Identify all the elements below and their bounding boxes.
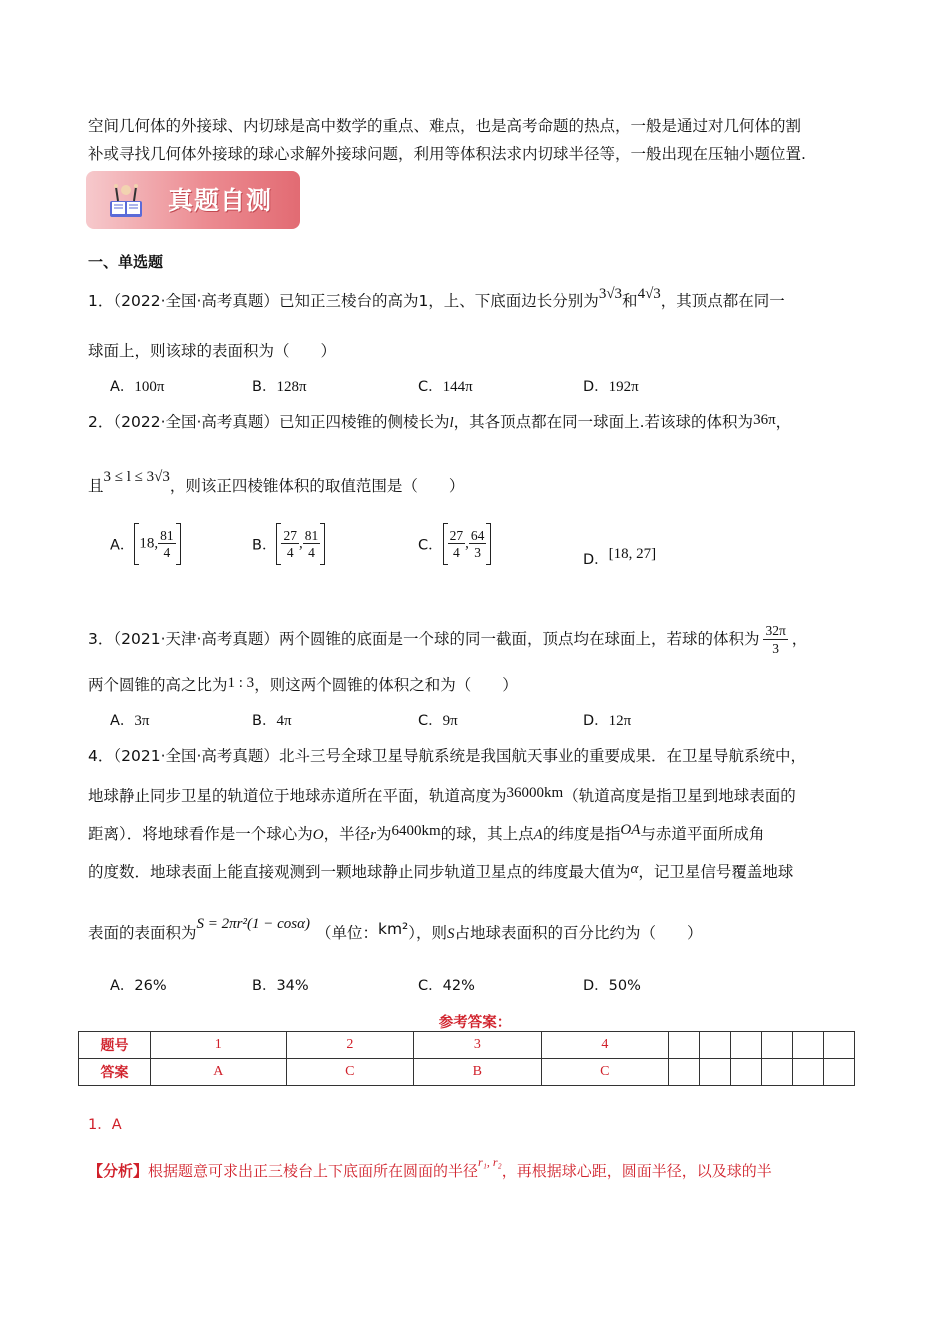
question-text: 两个圆锥的高之比为 [88,676,228,694]
answer-key-title: 参考答案： [438,1015,512,1031]
analysis-tag: 【分析】 [88,1162,149,1180]
question-text: 表面的表面积为 [88,924,197,942]
bracket-right [176,523,181,565]
option-c[interactable] [418,709,458,730]
interval-high: $\frac{64}{3}$ [470,527,485,560]
table-cell: 2 [286,1032,414,1059]
question-1-line-1 [88,286,785,313]
interval-low: $\frac{27}{4}$ [283,527,297,560]
question-text: ，则这两个圆锥的体积之和为（ ） [254,676,518,694]
question-text: ， [775,413,792,431]
question-text: 已知正四棱锥的侧棱长为 [278,413,450,431]
question-text: 地球静止同步卫星的轨道位于地球赤道所在平面，轨道高度为 [88,787,507,805]
option-value: 144π [442,379,473,395]
option-d[interactable] [583,548,656,569]
math-expression: 6400km [391,823,441,839]
option-value: 42% [442,978,475,994]
table-header-cell: 答案 [79,1059,151,1086]
option-label: B． [252,379,277,395]
option-value: 128π [276,379,307,395]
option-value: 34% [276,978,309,994]
question-2-line-1 [88,411,791,434]
option-b[interactable] [252,974,309,995]
question-text: 北斗三号全球卫星导航系统是我国航天事业的重要成果．在卫星导航系统中， [278,747,806,765]
question-text: ， [791,630,808,648]
book-reading-icon [108,181,144,219]
question-4-line-2 [88,785,796,808]
option-label: C． [418,379,443,395]
question-text: 的度数．地球表面上能直接观测到一颗地球静止同步轨道卫星点的纬度最大值为 [88,863,631,881]
question-text: 的纬度是指 [542,825,621,843]
question-source: （2021·天津·高考真题） [113,630,279,648]
question-source: （2022·全国·高考真题） [113,292,279,310]
option-value: 3π [134,713,150,729]
question-text: ，记卫星信号覆盖地球 [638,863,794,881]
option-label: B． [252,537,277,554]
math-variable: A [533,827,543,843]
math-expression: 4√3 [637,286,661,302]
table-cell [731,1032,762,1059]
option-value: 50% [608,978,641,994]
option-value: 4π [276,713,292,729]
math-expression: 36000km [506,785,564,801]
option-d[interactable] [583,375,639,396]
question-text: ，半径 [323,825,371,843]
section-title: 一、单选题 [88,253,164,271]
table-cell: A [151,1059,287,1086]
interval-low: $\frac{27}{4}$ [449,527,464,560]
table-cell: 4 [541,1032,669,1059]
math-expression: OA [620,822,641,838]
option-d[interactable] [583,709,631,730]
option-label: C． [418,713,443,729]
option-b[interactable] [252,709,292,730]
question-number: 3． [88,630,114,648]
table-row [79,1059,855,1086]
table-cell [700,1059,731,1086]
option-value: [18, 27] [608,546,657,562]
table-row [79,1032,855,1059]
option-label: A． [110,379,135,395]
intro-line-1: 空间几何体的外接球、内切球是高中数学的重点、难点，也是高考命题的热点，一般是通过对几何体的割 [88,117,802,135]
question-4-line-4 [88,861,793,884]
interval-high: $\frac{81}{4}$ [304,527,319,560]
math-variable: l [449,415,454,431]
question-text: 和 [622,292,638,310]
intro-line-2: 补或寻找几何体外接球的球心求解外接球问题，利用等体积法求内切球半径等，一般出现在压轴小题位置. [88,145,806,163]
math-expression: km² [377,920,409,938]
table-cell [823,1059,854,1086]
question-text: 为 [375,825,392,843]
interval-high: $\frac{81}{4}$ [160,527,174,560]
option-label: C． [418,978,443,994]
option-label: D． [583,379,609,395]
math-expression: r₁, r₂ [478,1155,502,1169]
table-cell: 3 [414,1032,542,1059]
question-4-line-3 [88,823,764,846]
option-a[interactable] [110,375,165,396]
solution-number: 1．A [88,1117,122,1133]
table-cell [823,1032,854,1059]
math-variable: r [370,827,376,843]
math-variable: α [630,861,639,877]
option-a[interactable] [110,709,150,730]
question-3-line-2 [88,674,518,697]
table-cell [669,1059,700,1086]
option-label: A． [110,713,135,729]
question-4-line-5 [88,916,703,945]
table-cell [762,1059,793,1086]
question-text: 距离）．将地球看作是一个球心为 [88,825,313,843]
option-label: D． [583,552,609,568]
option-value: 9π [442,713,458,729]
question-1-line-2: 球面上，则该球的表面积为（ ） [88,342,337,360]
question-text: 与赤道平面所成角 [640,825,765,843]
option-label: D． [583,713,609,729]
option-d[interactable] [583,974,641,995]
option-a[interactable] [110,974,167,995]
option-c[interactable] [418,974,475,995]
table-cell: C [541,1059,669,1086]
question-number: 2． [88,413,114,431]
option-label: B． [252,713,277,729]
math-expression: 1 : 3 [227,675,255,691]
math-variable: O [312,827,324,843]
math-expression: 3√3 [598,286,623,302]
table-cell [762,1032,793,1059]
question-number: 1． [88,292,114,310]
table-cell [793,1059,824,1086]
banner-title: 真题自测 [168,186,273,215]
solution-text: ，再根据球心距，圆面半径，以及球的半 [501,1162,772,1180]
question-4-line-1 [88,745,806,767]
math-variable: S [447,926,455,942]
math-expression: 36π [753,412,776,428]
solution-text: 根据题意可求出正三棱台上下底面所在圆面的半径 [148,1162,479,1180]
table-cell: C [286,1059,414,1086]
option-a[interactable]: A． 18, $\frac{81}{4}$ [110,523,181,565]
math-fraction: $\frac{32\pi}{3}$ [765,623,786,656]
option-value: 26% [134,978,167,994]
question-text: 已知正三棱台的高为1，上、下底面边长分别为 [278,292,599,310]
question-text: ，则该正四棱锥体积的取值范围是（ ） [169,477,465,495]
question-text: （轨道高度是指卫星到地球表面的 [563,787,796,805]
question-number: 4． [88,747,114,765]
option-c[interactable]: C． $\frac{27}{4}$ , $\frac{64}{3}$ [418,523,491,565]
answer-table [78,1031,855,1086]
option-b[interactable]: B． $\frac{27}{4}$ , $\frac{81}{4}$ [252,523,325,565]
option-label: C． [418,537,443,554]
question-text: 且 [88,477,104,495]
interval-low: 18 [139,535,155,552]
question-text: ，其顶点都在同一 [660,292,785,310]
table-cell: B [414,1059,542,1086]
option-b[interactable] [252,375,307,396]
table-cell [731,1059,762,1086]
question-text: ，其各顶点都在同一球面上.若该球的体积为 [453,413,754,431]
math-expression: S = 2πr²(1 − cosα) [196,916,310,932]
question-text: 的球，其上点 [440,825,534,843]
question-source: （2022·全国·高考真题） [113,413,279,431]
table-cell [669,1032,700,1059]
math-expression: 3 ≤ l ≤ 3√3 [103,469,170,485]
bracket-right [320,523,325,565]
bracket-right [486,523,491,565]
question-text: ），则 [408,924,448,942]
option-label: B． [252,978,277,994]
question-text: 占地球表面积的百分比约为（ ） [454,924,703,942]
option-label: A． [110,537,135,554]
option-value: 192π [608,379,639,395]
question-text: 两个圆锥的底面是一个球的同一截面，顶点均在球面上，若球的体积为 [278,630,760,648]
table-header-cell: 题号 [79,1032,151,1059]
table-cell [793,1032,824,1059]
solution-analysis [88,1155,772,1183]
option-c[interactable] [418,375,473,396]
option-value: 100π [134,379,165,395]
table-cell: 1 [151,1032,287,1059]
question-source: （2021·全国·高考真题） [113,747,279,765]
section-banner [86,171,300,229]
option-label: D． [583,978,609,994]
question-2-line-2 [88,469,465,498]
question-3-line-1 [88,624,807,655]
option-label: A． [110,978,135,994]
question-text: （单位： [315,924,378,942]
table-cell [700,1032,731,1059]
option-value: 12π [608,713,632,729]
